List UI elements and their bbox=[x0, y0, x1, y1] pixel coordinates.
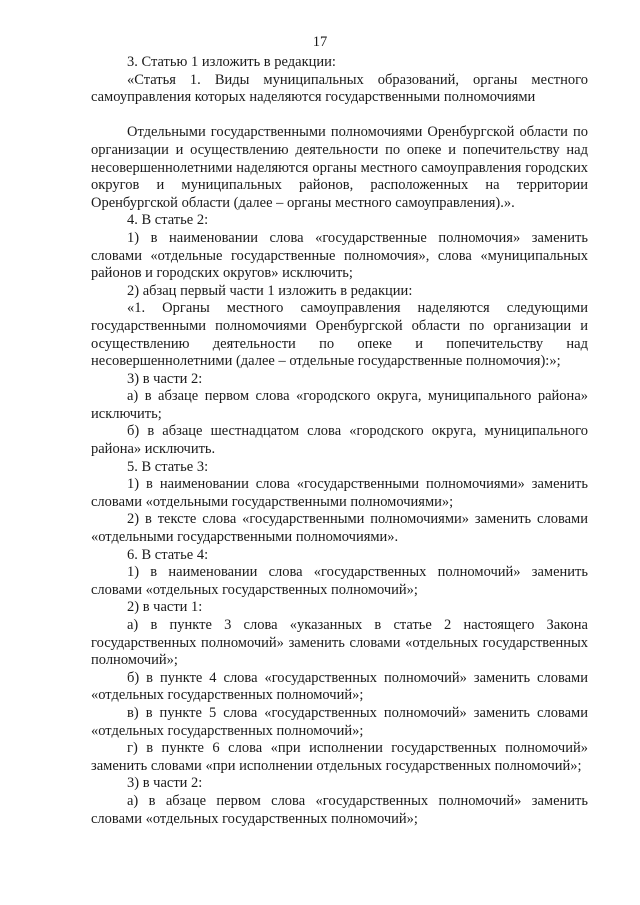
document-body bbox=[91, 54, 588, 828]
paragraph: б) в пункте 4 слова «государственных полномочий» заменить словами «отдельных государственных полномочий»; bbox=[91, 669, 588, 704]
paragraph: 1) в наименовании слова «государственные полномочия» заменить словами «отдельные государственные полномочия», слова «муниципальных районов и городских округов» исключить; bbox=[91, 229, 588, 282]
paragraph: 3) в части 2: bbox=[127, 775, 203, 792]
paragraph: г) в пункте 6 слова «при исполнении государственных полномочий» заменить словами «при исполнении отдельных государственных полномочий»; bbox=[91, 740, 588, 774]
paragraph: 5. В статье 3: bbox=[127, 458, 209, 475]
paragraph: а) в пункте 3 слова «указанных в статье 2 настоящего Закона государственных полномочий» заменить словами «отдельных государственных полномочий»; bbox=[91, 617, 588, 669]
paragraph: 1) в наименовании слова «государственными полномочиями» заменить словами «отдельными государственными полномочиями»; bbox=[91, 476, 588, 510]
paragraph: а) в абзаце первом слова «городского округа, муниципального района» исключить; bbox=[91, 388, 588, 422]
paragraph: а) в абзаце первом слова «государственных полномочий» заменить словами «отдельных государственных полномочий»; bbox=[91, 792, 588, 827]
paragraph: «1. Органы местного самоуправления наделяются следующими государственными полномочиями Оренбургской области по организации и осуществлению деятельности по опеке и попечительству над несовершеннолетними (далее – отдельные государственные полномочия):»; bbox=[91, 300, 588, 370]
paragraph: 4. В статье 2: bbox=[127, 212, 209, 229]
paragraph: б) в абзаце шестнадцатом слова «городского округа, муниципального района» исключить. bbox=[91, 423, 588, 458]
paragraph: в) в пункте 5 слова «государственных полномочий» заменить словами «отдельных государственных полномочий»; bbox=[91, 704, 588, 739]
paragraph: 3. Статью 1 изложить в редакции: bbox=[127, 54, 336, 70]
paragraph: 2) абзац первый части 1 изложить в редакции: bbox=[127, 282, 413, 299]
paragraph: 2) в тексте слова «государственными полномочиями» заменить словами «отдельными государственными полномочиями». bbox=[91, 511, 588, 546]
paragraph: 2) в части 1: bbox=[127, 599, 203, 616]
paragraph: 3) в части 2: bbox=[127, 370, 203, 387]
paragraph: Отдельными государственными полномочиями Оренбургской области по организации и осуществлению деятельности по опеке и попечительству над несовершеннолетними наделяются органы местного самоуправления городских округов и муниципальных районов, расположенных на территории Оренбургской области (далее – органы местного самоуправления).». bbox=[91, 124, 588, 211]
page-number: 17 bbox=[312, 34, 328, 50]
paragraph: 1) в наименовании слова «государственных полномочий» заменить словами «отдельных государственных полномочий»; bbox=[91, 564, 588, 598]
paragraph: 6. В статье 4: bbox=[127, 546, 209, 563]
paragraph: «Статья 1. Виды муниципальных образований, органы местного самоуправления которых наделяются государственными полномочиями bbox=[91, 71, 588, 106]
